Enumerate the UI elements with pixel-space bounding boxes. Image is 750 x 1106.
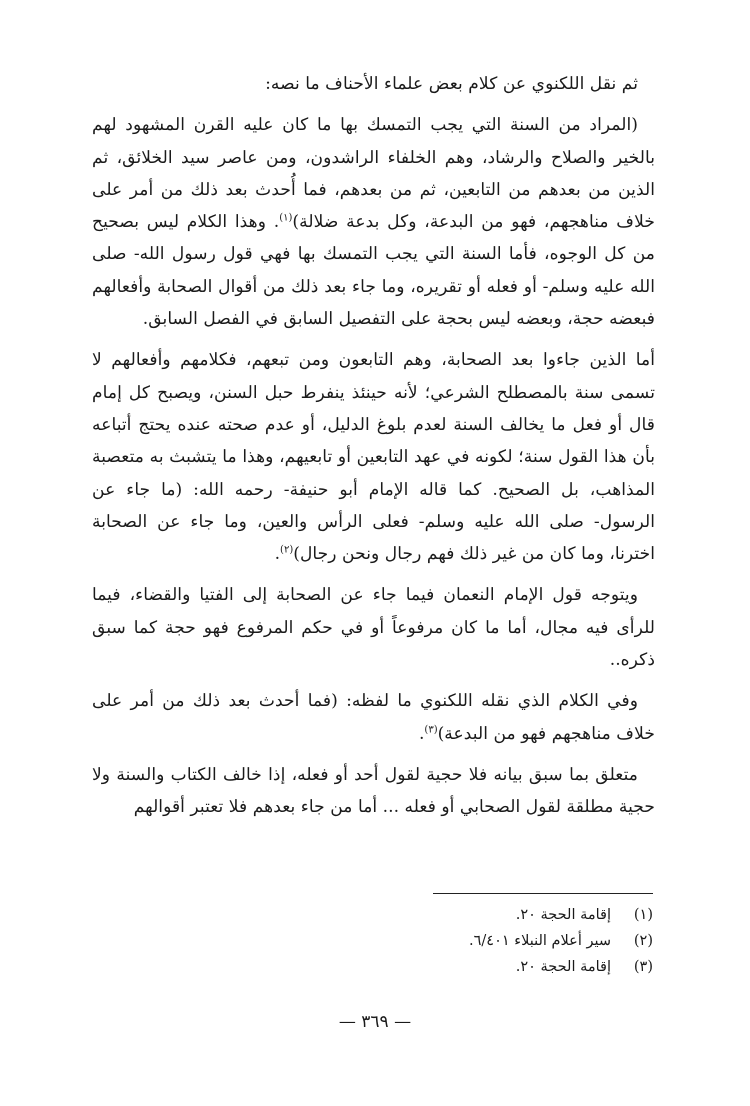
page-number: — ٣٦٩ — [338, 1012, 412, 1032]
footnote-number: (٣) [633, 959, 653, 975]
paragraph-text-continued: . [418, 723, 425, 744]
paragraph-text: أما الذين جاءوا بعد الصحابة، وهم التابعون ومن تبعهم، فكلامهم وأفعالهم لا تسمى سنة بالمصطلح الشرعي؛ لأنه حينئذ ينفرط حبل السنن، ويصبح كل إمام قال أو فعل ما يخالف السنة لعدم بلوغ الدليل، أو عدم صحته عنده يحتج أتباعه بأن هذا القول سنة؛ لكونه في عهد التابعين أو تابعيهم، وهذا ما يتشبث به متعصبة المذاهب، بل الصحيح. كما قاله الإمام أبو حنيفة- رحمه الله: (ما جاء عن الرسول- صلى الله عليه وسلم- فعلى الرأس والعين، وما جاء عن الصحابة اخترنا، وما كان من غير ذلك فهم رجال ونحن رجال) [92, 350, 655, 565]
footnote-text: إقامة الحجة ٢٠. [515, 959, 611, 975]
footnote-item [200, 928, 653, 954]
paragraph-text: متعلق بما سبق بيانه فلا حجية لقول أحد أو فعله، إذا خالف الكتاب والسنة ولا حجية مطلقة لقول الصحابي أو فعله ... أما من جاء بعدهم فلا تعتبر أقوالهم [92, 764, 655, 818]
footnotes-section [200, 902, 653, 980]
paragraph-text: ويتوجه قول الإمام النعمان فيما جاء عن الصحابة إلى الفتيا والقضاء، فيما للرأى فيه مجال، أما ما كان مرفوعاً أو في حكم المرفوع فهو حجة كما سبق ذكره.. [92, 585, 655, 671]
footnote-item [200, 954, 653, 980]
paragraph-text: (المراد من السنة التي يجب التمسك بها ما كان عليه القرن المشهود لهم بالخير والصلاح والرشاد، وهم الخلفاء الراشدون، ومن عاصر سيد الخلائق، ثم الذين من بعدهم من التابعين، ثم من بعدهم، فما أُحدث بعد ذلك من أمر على خلاف مناهجهم، فهو من البدعة، وكل بدعة ضلالة) [92, 115, 656, 233]
paragraph-6 [92, 759, 655, 824]
paragraph-text-continued: . [274, 544, 281, 565]
paragraph-1 [92, 68, 655, 100]
footnote-number: (١) [633, 907, 653, 923]
footnote-text: سير أعلام النبلاء ٦/٤٠١. [469, 933, 611, 949]
footnote-reference[interactable]: (٢) [280, 544, 294, 556]
footnote-text: إقامة الحجة ٢٠. [515, 907, 611, 923]
footnote-divider [433, 893, 653, 894]
paragraph-text: وفي الكلام الذي نقله اللكنوي ما لفظه: (فما أحدث بعد ذلك من أمر على خلاف مناهجهم فهو من البدعة) [92, 691, 655, 744]
paragraph-text-continued: . وهذا الكلام ليس بصحيح من كل الوجوه، فأما السنة التي يجب التمسك بها فهي قول رسول الله- صلى الله عليه وسلم- أو فعله أو تقريره، وما جاء بعد ذلك من أقوال الصحابة وأفعالهم فبعضه حجة، وبعضه ليس بحجة على التفصيل السابق في الفصل السابق. [92, 212, 655, 330]
paragraph-2 [92, 109, 655, 335]
paragraph-4 [92, 579, 655, 676]
footnote-reference[interactable]: (٣) [424, 723, 438, 735]
paragraph-3 [92, 344, 655, 570]
footnote-number: (٢) [633, 933, 653, 949]
paragraph-text: ثم نقل اللكنوي عن كلام بعض علماء الأحناف ما نصه: [265, 74, 638, 94]
paragraph-5 [92, 685, 655, 750]
footnote-item [200, 902, 653, 928]
footnote-reference[interactable]: (١) [279, 212, 293, 224]
main-text [92, 68, 655, 833]
